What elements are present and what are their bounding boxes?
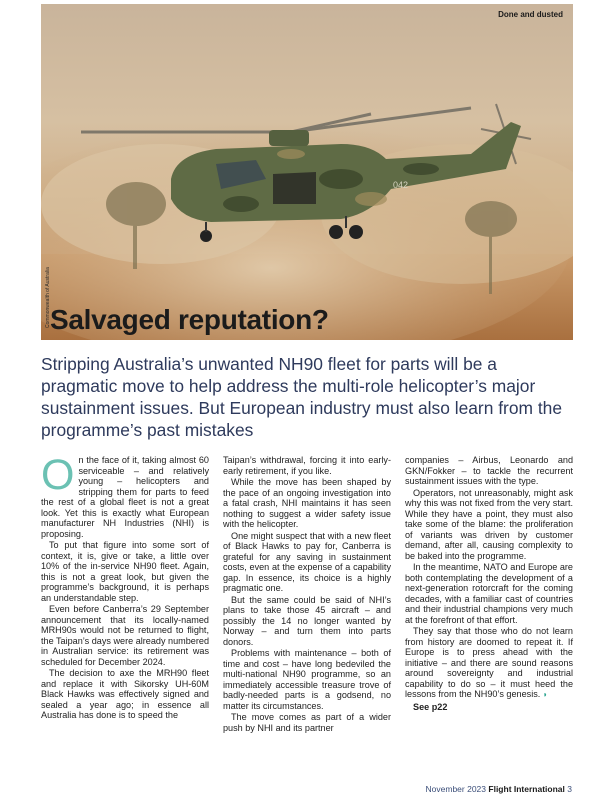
paragraph-text: n the face of it, taking almost 60 serviceable – and relatively young – helicopters and stripping them for parts to feed the rest of a global fleet is not a great look. Yet this is exactly what European manufacturer NH Industries (NHI) is proposing.	[41, 455, 209, 539]
paragraph: Even before Canberra’s 29 September announcement that its locally-named MRH90s would not be returned to flight, the Taipan’s days were already numbered in Australian service: its retirement was scheduled for December 2024.	[41, 604, 210, 667]
publication-name: Flight International	[488, 784, 565, 794]
paragraph: Taipan’s withdrawal, forcing it into early-early retirement, if you like.	[223, 455, 391, 476]
see-page-link[interactable]: See p22	[413, 701, 448, 712]
paragraph: Operators, not unreasonably, might ask why this was not fixed from the very start. While they have a point, they must also take some of the blame: the proliferation of variants was driven by customer demand, after all, causing complexity to be baked into the programme.	[405, 487, 573, 561]
paragraph: While the move has been shaped by the pace of an ongoing investigation into a fatal crash, NHI maintains it has seen nothing to suggest a wider safety issue with the helicopter.	[223, 477, 391, 529]
paragraph	[41, 451, 209, 539]
standfirst: Stripping Australia’s unwanted NH90 fleet for parts will be a pragmatic move to help address the multi-role helicopter’s major sustainment issues. But European industry must also learn from the programme’s past mistakes	[41, 354, 563, 440]
paragraph: In the meantime, NATO and Europe are both contemplating the development of a next-generation rotorcraft for the coming decades, with a familiar cast of countries and their industrial champions very much at the forefront of that effort.	[405, 562, 573, 625]
paragraph: But the same could be said of NHI’s plans to take those 45 aircraft – and possibly the 14 no longer wanted by Norway – and turn them into parts donors.	[223, 594, 391, 647]
drop-cap: O	[41, 451, 75, 499]
article-column-3	[405, 455, 573, 767]
paragraph: One might suspect that with a new fleet of Black Hawks to pay for, Canberra is grateful for any saving in sustainment costs, even at the expense of a capability gap. In essence, its choice is a highly pragmatic one.	[223, 530, 391, 593]
paragraph-text: They say that those who do not learn from history are doomed to repeat it. If Europe is to press ahead with the initiative – and there are sound reasons around sovereignty and industrial capability to do so – it must heed the lessons from the NH90’s genesis.	[405, 626, 573, 699]
article-column-2	[223, 455, 391, 767]
page-footer	[426, 784, 572, 794]
page-number: 3	[567, 784, 572, 794]
paragraph: Problems with maintenance – both of time and cost – have long bedeviled the multi-national NH90 programme, so an immediately accessible treasure trove of badly-needed parts is a godsend, no matter its circumstances.	[223, 648, 391, 711]
paragraph	[405, 626, 573, 701]
headline: Salvaged reputation?	[50, 304, 329, 335]
paragraph: The decision to axe the MRH90 fleet and replace it with Sikorsky UH-60M Black Hawks was effectively signed and sealed a year ago; in essence all Australia has done is to speed the	[41, 668, 209, 720]
helicopter-serial-marking: 042	[393, 180, 409, 190]
photo-credit: Commonwealth of Australia	[45, 267, 51, 328]
paragraph: companies – Airbus, Leonardo and GKN/Fokker – to tackle the recurrent sustainment issues with the type.	[405, 455, 573, 486]
paragraph: To put that figure into some sort of context, it is, give or take, a little over 10% of the in-service NH90 fleet. Again, this is not a great look, but given the programme’s background, it is perhaps an understandable step.	[41, 540, 209, 603]
hero-photo	[41, 4, 573, 340]
helicopter-in-dust-illustration	[41, 4, 573, 340]
paragraph: The move comes as part of a wider push by NHI and its partner	[223, 712, 391, 733]
issue-date: November 2023	[425, 784, 487, 794]
article-column-1	[41, 451, 210, 767]
end-mark-icon: ◗	[542, 690, 548, 699]
section-tag: Done and dusted	[498, 10, 563, 19]
article-body	[41, 451, 573, 767]
